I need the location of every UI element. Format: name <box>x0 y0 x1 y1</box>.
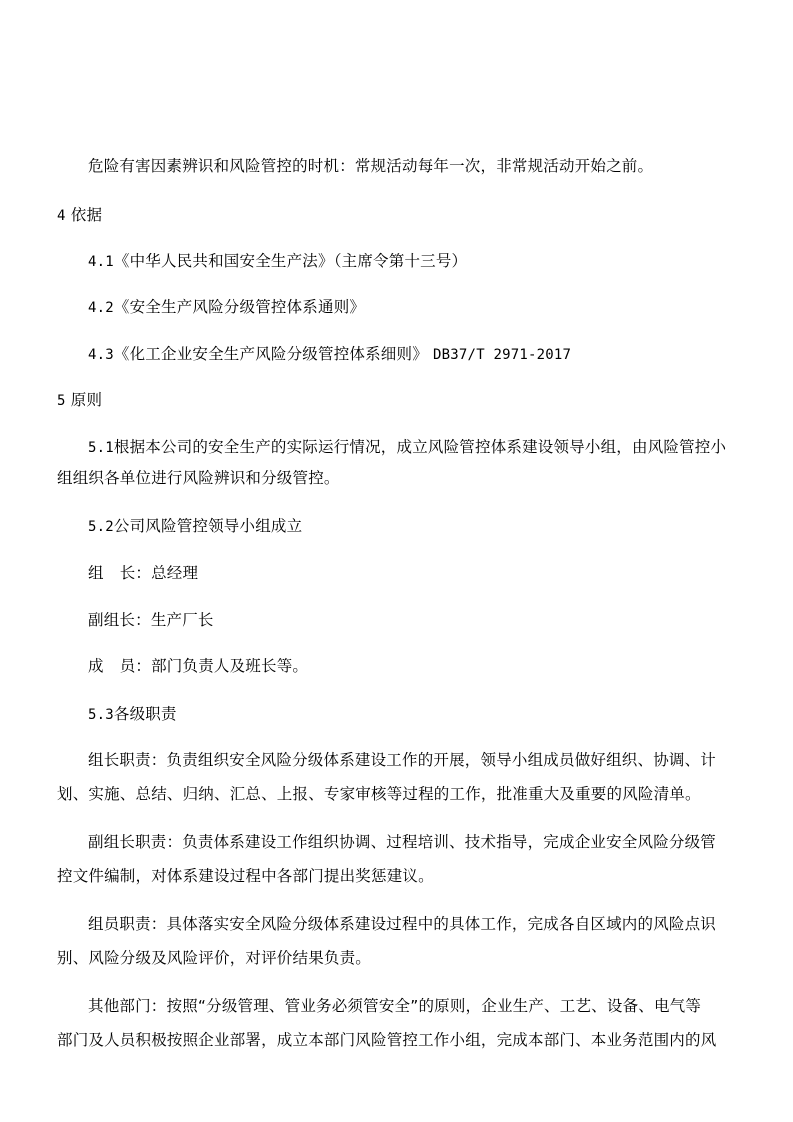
item-number: 4.1 <box>88 254 114 270</box>
duty-member-line-2: 别、风险分级及风险评价，对评价结果负责。 <box>57 949 372 967</box>
member-deputy <box>88 610 778 630</box>
paragraph-5-2 <box>88 516 778 537</box>
basis-item-4-3 <box>88 344 778 365</box>
item-text: 《安全生产风险分级管控体系通则》 <box>113 298 366 316</box>
member-members <box>88 656 778 676</box>
section-number: 5 <box>57 393 66 409</box>
item-number: 5.1 <box>88 440 114 456</box>
item-number: 5.2 <box>88 519 114 535</box>
role-label: 副组长： <box>88 611 151 629</box>
duty-leader-line-2: 划、实施、总结、归纳、汇总、上报、专家审核等过程的工作，批准重大及重要的风险清单。 <box>57 785 701 803</box>
item-number: 4.3 <box>88 347 114 363</box>
paragraph-text: 各级职责 <box>113 705 177 723</box>
role-label: 长： <box>119 564 152 582</box>
paragraph-5-1-line-1 <box>88 437 778 458</box>
item-number: 5.3 <box>88 707 114 723</box>
duty-deputy-line-1: 副组长职责：负责体系建设工作组织协调、过程培训、技术指导，完成企业安全风险分级管 <box>88 833 717 851</box>
role-value: 生产厂长 <box>150 611 214 629</box>
member-leader <box>88 563 778 583</box>
paragraph-5-3 <box>88 704 778 725</box>
section-4-heading <box>57 205 747 226</box>
section-5-heading <box>57 390 747 411</box>
item-text: 《中华人民共和国安全生产法》（主席令第十三号） <box>113 252 468 270</box>
duty-other-line-2: 部门及人员积极按照企业部署，成立本部门风险管控工作小组，完成本部门、本业务范围内的风 <box>57 1031 717 1049</box>
timing-paragraph: 危险有害因素辨识和风险管控的时机：常规活动每年一次，非常规活动开始之前。 <box>88 157 654 175</box>
role-value: 总经理 <box>151 564 199 582</box>
basis-item-4-2 <box>88 297 778 318</box>
duty-leader-line-1: 组长职责：负责组织安全风险分级体系建设工作的开展，领导小组成员做好组织、协调、计 <box>88 751 717 769</box>
duty-deputy-line-2: 控文件编制，对体系建设过程中各部门提出奖惩建议。 <box>57 867 434 885</box>
role-value: 部门负责人及班长等。 <box>151 657 309 675</box>
paragraph-text: 根据本公司的安全生产的实际运行情况，成立风险管控体系建设领导小组，由风险管控小 <box>113 438 727 456</box>
item-text: 《化工企业安全生产风险分级管控体系细则》 <box>113 345 428 363</box>
role-label: 组 <box>88 564 104 582</box>
role-label: 成 <box>88 657 104 675</box>
section-title: 依据 <box>70 206 103 224</box>
item-number: 4.2 <box>88 300 114 316</box>
section-title: 原则 <box>70 391 103 409</box>
paragraph-5-1-line-2: 组组织各单位进行风险辨识和分级管控。 <box>57 469 340 487</box>
duty-other-line-1: 其他部门：按照“分级管理、管业务必须管安全”的原则，企业生产、工艺、设备、电气等 <box>88 997 702 1015</box>
paragraph-text: 公司风险管控领导小组成立 <box>113 517 303 535</box>
basis-item-4-1 <box>88 251 778 272</box>
section-number: 4 <box>57 208 66 224</box>
duty-member-line-1: 组员职责：具体落实安全风险分级体系建设过程中的具体工作，完成各自区域内的风险点识 <box>88 915 717 933</box>
standard-code: DB37/T 2971-2017 <box>433 347 572 363</box>
role-label: 员： <box>119 657 152 675</box>
